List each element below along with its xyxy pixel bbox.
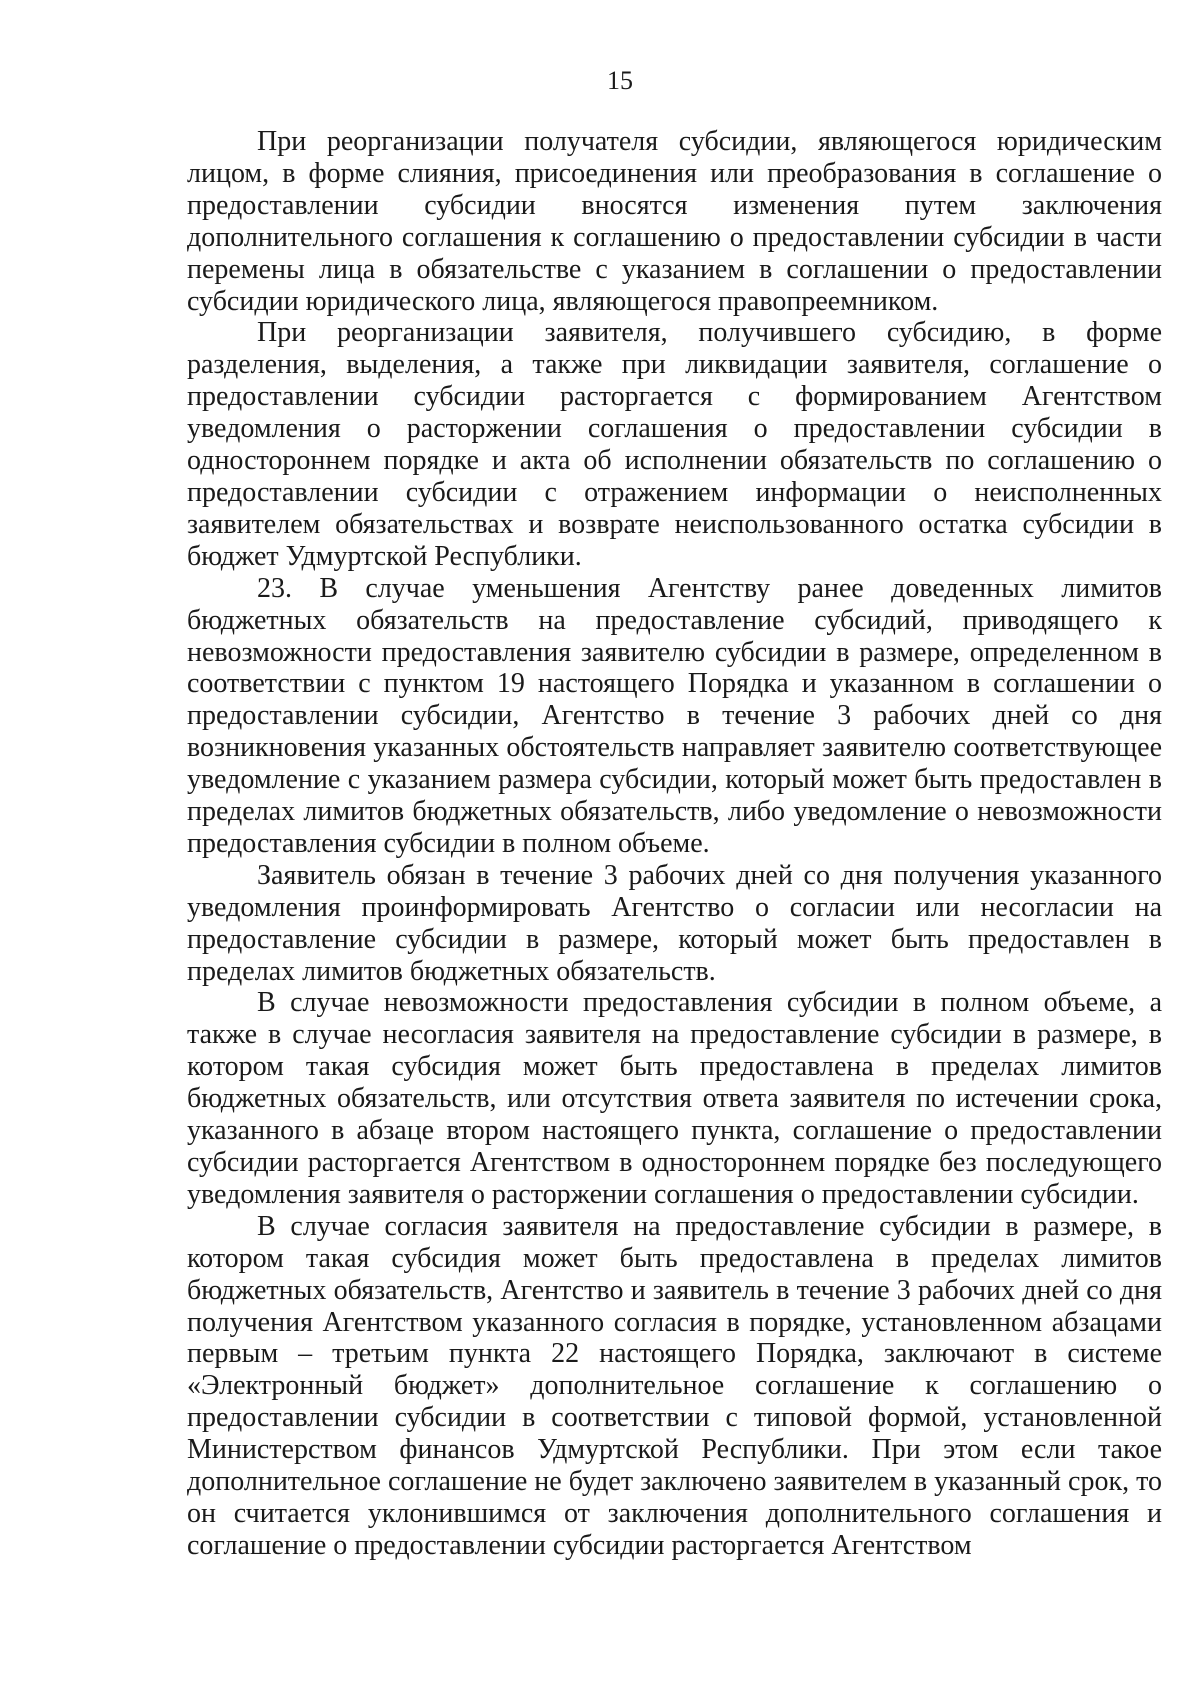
paragraph-reorganization-division: При реорганизации заявителя, получившего субсидию, в форме разделения, выделения, а также при ликвидации заявителя, соглашение о предоставлении субсидии расторгается с формированием Агентством уведомления о расторжении соглашения о предоставлении субсидии в одностороннем порядке и акта об исполнении обязательств по соглашению о предоставлении субсидии с отражением информации о неисполненных заявителем обязательствах и возврате неиспользованного остатка субсидии в бюджет Удмуртской Республики. [187,317,1162,572]
paragraph-applicant-obligation: Заявитель обязан в течение 3 рабочих дней со дня получения указанного уведомления проинформировать Агентство о согласии или несогласии на предоставление субсидии в размере, который может быть предоставлен в пределах лимитов бюджетных обязательств. [187,859,1162,987]
paragraph-reorganization-merger: При реорганизации получателя субсидии, являющегося юридическим лицом, в форме слияния, присоединения или преобразования в соглашение о предоставлении субсидии вносятся изменения путем заключения дополнительного соглашения к соглашению о предоставлении субсидии в части перемены лица в обязательстве с указанием в соглашении о предоставлении субсидии юридического лица, являющегося правопреемником. [187,126,1162,317]
paragraph-consent-case: В случае согласия заявителя на предоставление субсидии в размере, в котором такая субсидия может быть предоставлена в пределах лимитов бюджетных обязательств, Агентство и заявитель в течение 3 рабочих дней со дня получения Агентством указанного согласия в порядке, установленном абзацами первым – третьим пункта 22 настоящего Порядка, заключают в системе «Электронный бюджет» дополнительное соглашение к соглашению о предоставлении субсидии в соответствии с типовой формой, установленной Министерством финансов Удмуртской Республики. При этом если такое дополнительное соглашение не будет заключено заявителем в указанный срок, то он считается уклонившимся от заключения дополнительного соглашения и соглашение о предоставлении субсидии расторгается Агентством [187,1210,1162,1561]
paragraph-termination-case: В случае невозможности предоставления субсидии в полном объеме, а также в случае несогласия заявителя на предоставление субсидии в размере, в котором такая субсидия может быть предоставлена в пределах лимитов бюджетных обязательств, или отсутствия ответа заявителя по истечении срока, указанного в абзаце втором настоящего пункта, соглашение о предоставлении субсидии расторгается Агентством в одностороннем порядке без последующего уведомления заявителя о расторжении соглашения о предоставлении субсидии. [187,987,1162,1210]
document-body [187,126,1162,1562]
page-number: 15 [607,66,633,95]
paragraph-clause-23: 23. В случае уменьшения Агентству ранее доведенных лимитов бюджетных обязательств на предоставление субсидий, приводящего к невозможности предоставления заявителю субсидии в размере, определенном в соответствии с пунктом 19 настоящего Порядка и указанном в соглашении о предоставлении субсидии, Агентство в течение 3 рабочих дней со дня возникновения указанных обстоятельств направляет заявителю соответствующее уведомление с указанием размера субсидии, который может быть предоставлен в пределах лимитов бюджетных обязательств, либо уведомление о невозможности предоставления субсидии в полном объеме. [187,572,1162,859]
